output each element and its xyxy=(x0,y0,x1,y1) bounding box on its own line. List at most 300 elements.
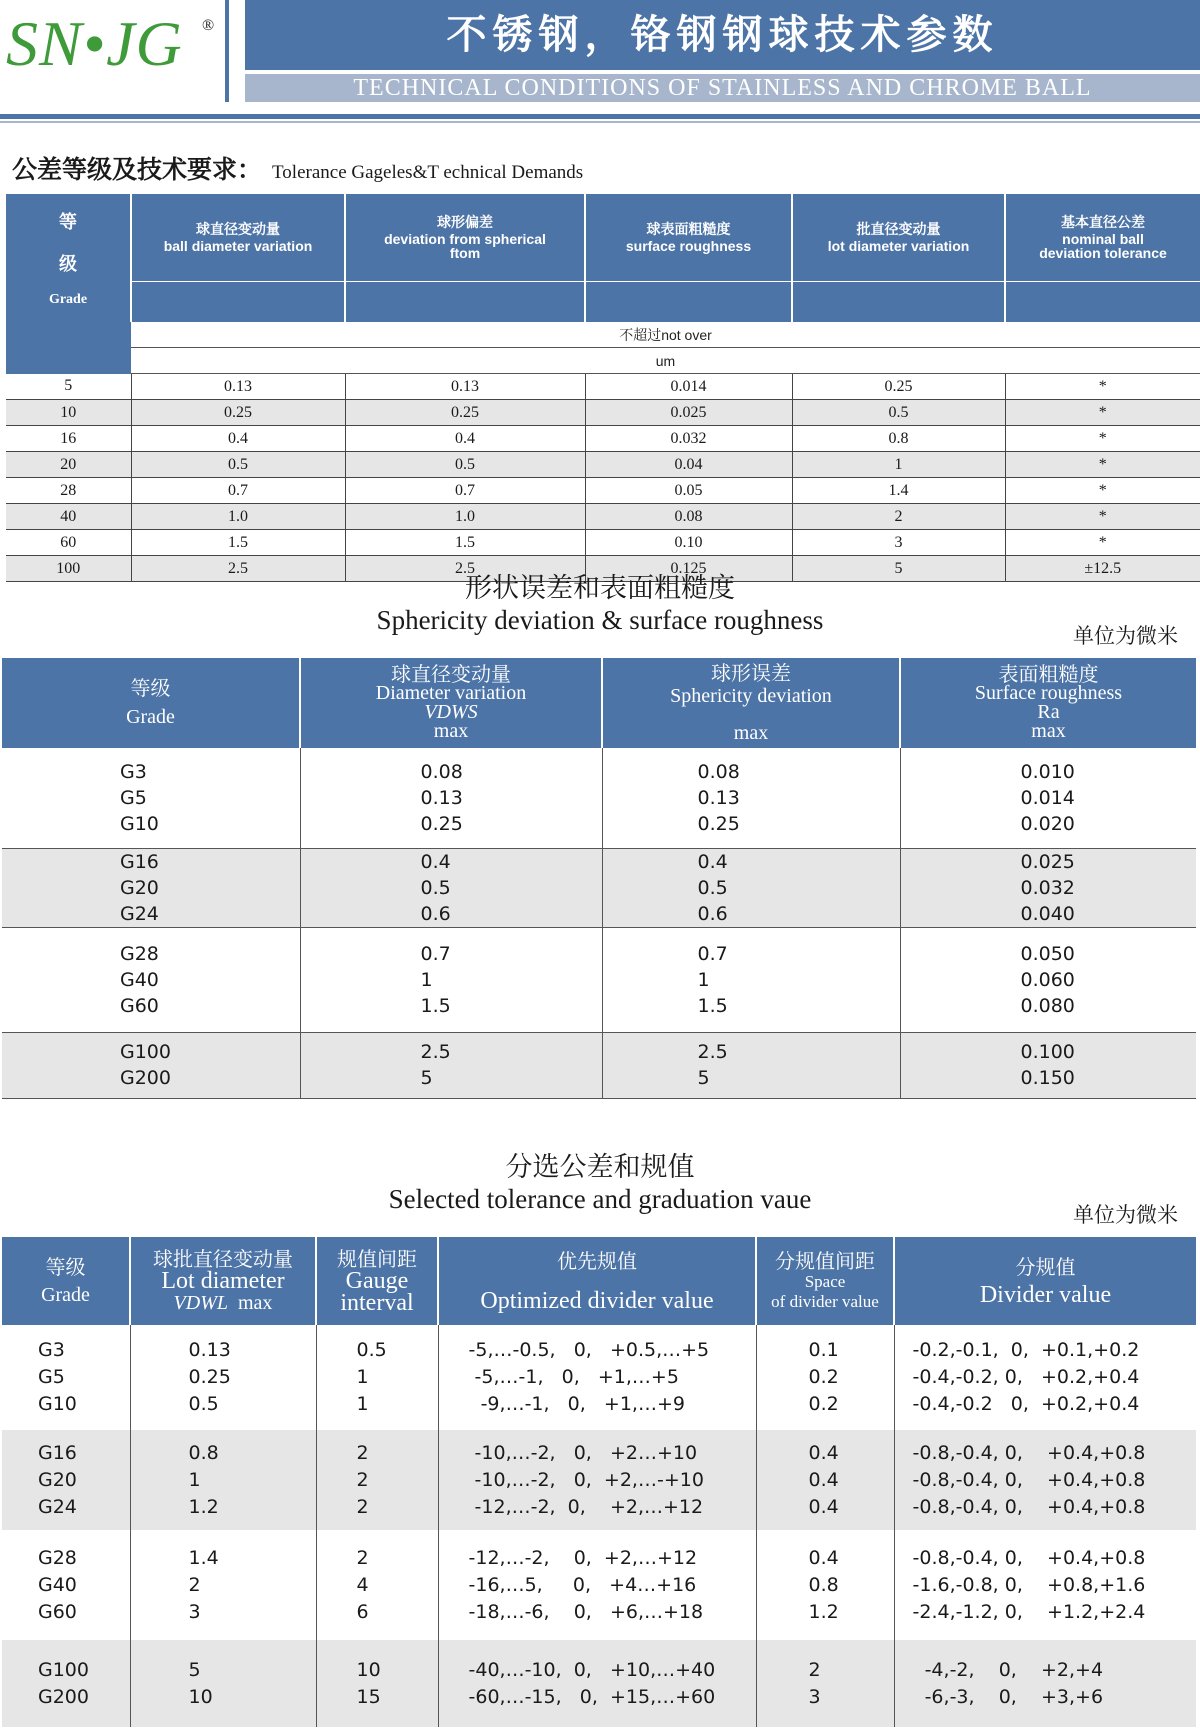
cell-line: 0.4 xyxy=(808,1468,839,1491)
table-row-group xyxy=(2,1430,1196,1530)
table-cell xyxy=(894,1430,1196,1530)
cell-line: -60,…-15, 0, +15,…+60 xyxy=(468,1685,716,1708)
note-en: not over xyxy=(661,326,712,343)
table-cell xyxy=(602,748,900,848)
cell-line: 0.13 xyxy=(420,786,463,809)
col-header xyxy=(131,194,345,282)
table-cell xyxy=(130,1640,316,1727)
table-cell: 0.05 xyxy=(585,478,792,504)
table-cell: 0.10 xyxy=(585,530,792,556)
grade-header-en: Grade xyxy=(41,1284,90,1306)
cell-line: G28 xyxy=(120,942,159,965)
cell-line: 1 xyxy=(188,1468,201,1491)
cell-line: G200 xyxy=(38,1685,89,1708)
table-cell: 0.7 xyxy=(131,478,345,504)
table-row-group xyxy=(2,848,1196,927)
table-cell: 10 xyxy=(6,400,131,426)
lot-header-en: Lot diameter xyxy=(161,1268,285,1294)
space-divider-header xyxy=(756,1237,894,1325)
table-cell: 0.25 xyxy=(345,400,585,426)
sphericity-header xyxy=(602,658,900,748)
table-cell xyxy=(894,1530,1196,1640)
gauge-header-en2: interval xyxy=(340,1290,414,1316)
table-row xyxy=(6,530,1200,556)
brand-logo xyxy=(6,4,221,92)
page-title-cn: 不锈钢，铬钢钢球技术参数 xyxy=(245,0,1200,70)
cell-line: 2 xyxy=(356,1441,369,1464)
col-header-cn: 球形偏差 xyxy=(437,215,493,232)
cell-line: 0.060 xyxy=(1020,968,1075,991)
table-cell xyxy=(438,1640,756,1727)
table-cell: 0.4 xyxy=(131,426,345,452)
table-cell: * xyxy=(1005,478,1200,504)
cell-line: 0.08 xyxy=(697,760,740,783)
cell-line: 2 xyxy=(808,1658,821,1681)
col-header-en: nominal ball deviation tolerance xyxy=(1039,231,1167,262)
table-cell: 0.04 xyxy=(585,452,792,478)
sd-header-en: Sphericity deviation xyxy=(670,684,832,707)
table-row xyxy=(6,478,1200,504)
col-header xyxy=(792,194,1005,282)
cell-line: -10,…-2, 0, +2…+10 xyxy=(468,1441,698,1464)
cell-line: 0.8 xyxy=(808,1573,839,1596)
cell-line: G3 xyxy=(120,760,147,783)
cell-line: 5 xyxy=(188,1658,201,1681)
cell-line: 0.25 xyxy=(188,1366,231,1388)
cell-line: G200 xyxy=(120,1067,171,1089)
section2-title-cn: 形状误差和表面粗糙度 xyxy=(465,573,735,604)
divider-value-header xyxy=(894,1237,1196,1325)
div-header-cn: 分规值 xyxy=(1015,1255,1076,1279)
table-cell: 0.4 xyxy=(345,426,585,452)
cell-line: -16,…5, 0, +4…+16 xyxy=(468,1573,697,1596)
table-cell xyxy=(316,1325,438,1430)
cell-line: 0.8 xyxy=(188,1441,219,1464)
table-cell: 0.5 xyxy=(131,452,345,478)
cell-line: -0.8,-0.4, 0, +0.4,+0.8 xyxy=(912,1468,1146,1491)
optimized-divider-header xyxy=(438,1237,756,1325)
table-cell xyxy=(2,1640,130,1727)
table-cell: 0.13 xyxy=(131,374,345,400)
table-cell xyxy=(602,848,900,927)
table-row xyxy=(6,374,1200,400)
cell-line: 0.7 xyxy=(420,942,451,965)
col-header-en: deviation from spherical ftom xyxy=(384,231,546,262)
cell-line: 15 xyxy=(356,1685,381,1708)
table-cell xyxy=(2,1325,130,1430)
table-row-group xyxy=(2,1640,1196,1727)
cell-line: 1 xyxy=(356,1393,369,1415)
cell-line: G40 xyxy=(38,1573,77,1596)
cell-line: 0.13 xyxy=(188,1339,231,1361)
cell-line: 2 xyxy=(356,1546,369,1569)
table-cell: 5 xyxy=(6,374,131,400)
table-cell: 40 xyxy=(6,504,131,530)
table-cell xyxy=(300,748,602,848)
roughness-header xyxy=(900,658,1196,748)
cell-line: 1 xyxy=(420,968,433,991)
col-header-cn: 球表面粗糙度 xyxy=(646,222,731,239)
cell-line: G20 xyxy=(38,1468,77,1491)
cell-line: 0.1 xyxy=(808,1339,839,1361)
table-cell: 0.25 xyxy=(792,374,1005,400)
cell-line: 6 xyxy=(356,1600,369,1623)
table-cell xyxy=(900,848,1196,927)
grade-header-fill xyxy=(6,348,131,374)
table-cell: 0.5 xyxy=(345,452,585,478)
cell-line: 0.6 xyxy=(420,902,451,925)
table-cell: 0.08 xyxy=(585,504,792,530)
header-rule-thin xyxy=(0,121,1200,123)
cell-line: G24 xyxy=(120,902,159,925)
section3-unit: 单位为微米 xyxy=(1073,1203,1178,1227)
table-cell: * xyxy=(1005,452,1200,478)
table-cell xyxy=(894,1325,1196,1430)
sr-header-max: max xyxy=(1031,720,1066,742)
cell-line: 1.2 xyxy=(188,1495,219,1518)
note-cn: 不超过 xyxy=(619,327,662,344)
grade-header-cn2: 级 xyxy=(59,254,77,275)
table-row-group xyxy=(2,1530,1196,1640)
col-header-cn: 批直径变动量 xyxy=(856,222,941,239)
grade-header-cn: 等级 xyxy=(130,676,171,700)
unit-note: um xyxy=(131,348,1200,374)
table-cell: 2.5 xyxy=(345,556,585,582)
header-blank xyxy=(345,282,585,322)
logo-text: SN•JG xyxy=(6,8,183,79)
col-header xyxy=(345,194,585,282)
grade-header-en: Grade xyxy=(126,706,175,728)
cell-line: -12,…-2, 0, +2,…+12 xyxy=(468,1546,698,1569)
cell-line: 0.4 xyxy=(808,1495,839,1518)
table-cell xyxy=(130,1325,316,1430)
cell-line: G10 xyxy=(38,1393,77,1415)
cell-line: G40 xyxy=(120,968,159,991)
table-cell: 28 xyxy=(6,478,131,504)
cell-line: G60 xyxy=(38,1600,77,1623)
gauge-interval-header xyxy=(316,1237,438,1325)
table-cell xyxy=(130,1530,316,1640)
cell-line: 0.5 xyxy=(188,1393,219,1415)
cell-line: 0.2 xyxy=(808,1366,839,1388)
table-cell: 0.025 xyxy=(585,400,792,426)
table-cell xyxy=(900,1032,1196,1098)
table-cell: 2 xyxy=(792,504,1005,530)
cell-line: -9,…-1, 0, +1,…+9 xyxy=(468,1393,685,1415)
col-header xyxy=(585,194,792,282)
section2-title-en: Sphericity deviation & surface roughness xyxy=(376,605,824,635)
table-cell: 60 xyxy=(6,530,131,556)
dv-header-en: Diameter variation xyxy=(375,682,527,704)
table-cell xyxy=(602,927,900,1032)
dv-header-max: max xyxy=(433,720,469,742)
section3-title-en: Selected tolerance and graduation vaue xyxy=(388,1184,812,1214)
cell-line: 2 xyxy=(188,1573,201,1596)
cell-line: G60 xyxy=(120,994,159,1017)
cell-line: -2.4,-1.2, 0, +1.2,+2.4 xyxy=(912,1600,1146,1623)
table-cell: 5 xyxy=(792,556,1005,582)
cell-line: G100 xyxy=(38,1658,89,1681)
opt-header-en: Optimized divider value xyxy=(480,1288,714,1314)
table-cell: * xyxy=(1005,530,1200,556)
page-title-en: TECHNICAL CONDITIONS OF STAINLESS AND CHROME BALL xyxy=(245,74,1200,102)
cell-line: 0.040 xyxy=(1020,902,1075,925)
table-row xyxy=(6,504,1200,530)
table-cell: * xyxy=(1005,400,1200,426)
table-cell xyxy=(756,1430,894,1530)
cell-line: -6,-3, 0, +3,+6 xyxy=(912,1685,1104,1708)
table-cell xyxy=(894,1640,1196,1727)
cell-line: 0.25 xyxy=(420,812,463,835)
cell-line: 0.13 xyxy=(697,786,740,809)
cell-line: -10,…-2, 0, +2,…-+10 xyxy=(468,1468,704,1491)
table-cell xyxy=(602,1032,900,1098)
cell-line: G20 xyxy=(120,876,159,899)
opt-header-cn: 优先规值 xyxy=(557,1249,637,1273)
cell-line: -5,…-0.5, 0, +0.5,…+5 xyxy=(468,1339,710,1361)
table-cell: 0.125 xyxy=(585,556,792,582)
cell-line: 0.100 xyxy=(1020,1041,1075,1063)
col-header xyxy=(1005,194,1200,282)
cell-line: -0.8,-0.4, 0, +0.4,+0.8 xyxy=(912,1546,1146,1569)
cell-line: 0.7 xyxy=(697,942,728,965)
grade-header-fill xyxy=(6,322,131,348)
sd-header-cn: 球形误差 xyxy=(711,660,791,685)
header-blank xyxy=(131,282,345,322)
cell-line: 4 xyxy=(356,1573,369,1596)
cell-line: 0.150 xyxy=(1020,1067,1075,1089)
table-cell: 20 xyxy=(6,452,131,478)
table-row-group xyxy=(2,927,1196,1032)
gauge-header-en1: Gauge xyxy=(345,1268,409,1294)
header-blank xyxy=(1005,282,1200,322)
col-header-en: lot diameter variation xyxy=(827,238,970,255)
cell-line: -12,…-2, 0, +2,…+12 xyxy=(468,1495,704,1518)
header-blank xyxy=(585,282,792,322)
table-cell: 0.032 xyxy=(585,426,792,452)
table-cell: 0.13 xyxy=(345,374,585,400)
table-cell: * xyxy=(1005,374,1200,400)
cell-line: 2 xyxy=(356,1468,369,1491)
table-cell xyxy=(756,1640,894,1727)
cell-line: -0.4,-0.2 0, +0.2,+0.4 xyxy=(912,1393,1140,1415)
table-cell xyxy=(2,848,300,927)
tolerance-table xyxy=(6,194,1200,582)
grade-header-en: Grade xyxy=(48,292,88,307)
cell-line: 0.4 xyxy=(808,1441,839,1464)
lot-diameter-header xyxy=(130,1237,316,1325)
graduation-table xyxy=(2,1237,1196,1727)
table-cell xyxy=(2,1430,130,1530)
sr-header-symbol: Ra xyxy=(1037,701,1060,723)
table-cell xyxy=(316,1640,438,1727)
dv-header-symbol: VDWS xyxy=(424,701,478,723)
table-row-group xyxy=(2,1325,1196,1430)
cell-line: G16 xyxy=(120,850,159,873)
table-row xyxy=(6,452,1200,478)
table-cell: * xyxy=(1005,504,1200,530)
table-cell: 16 xyxy=(6,426,131,452)
cell-line: G28 xyxy=(38,1546,77,1569)
table-cell xyxy=(300,927,602,1032)
cell-line: 2.5 xyxy=(420,1041,451,1063)
table-row xyxy=(6,426,1200,452)
table-cell: 1.5 xyxy=(345,530,585,556)
registered-mark: ® xyxy=(202,17,216,34)
sr-header-cn: 表面粗糙度 xyxy=(998,662,1099,686)
dv-header-cn: 球直径变动量 xyxy=(391,662,511,686)
table-cell xyxy=(438,1325,756,1430)
table-cell: 1.5 xyxy=(131,530,345,556)
grade-header xyxy=(6,194,131,322)
table-cell: * xyxy=(1005,426,1200,452)
table-cell: ±12.5 xyxy=(1005,556,1200,582)
lot-header-symbol: VDWL xyxy=(173,1292,228,1314)
table-cell xyxy=(2,1032,300,1098)
cell-line: 0.080 xyxy=(1020,994,1075,1017)
table-cell xyxy=(900,748,1196,848)
table-cell: 0.25 xyxy=(131,400,345,426)
section2-unit: 单位为微米 xyxy=(1073,624,1178,648)
cell-line: 0.5 xyxy=(697,876,728,899)
cell-line: -0.4,-0.2, 0, +0.2,+0.4 xyxy=(912,1366,1140,1388)
cell-line: 1.4 xyxy=(188,1546,219,1569)
table-cell xyxy=(316,1430,438,1530)
gauge-header-cn: 规值间距 xyxy=(337,1247,417,1271)
space-header-cn: 分规值间距 xyxy=(775,1249,875,1273)
cell-line: G5 xyxy=(120,786,147,809)
table-cell: 0.7 xyxy=(345,478,585,504)
cell-line: 0.08 xyxy=(420,760,463,783)
table-cell: 3 xyxy=(792,530,1005,556)
cell-line: 10 xyxy=(188,1685,213,1708)
table-cell xyxy=(2,1530,130,1640)
cell-line: 0.4 xyxy=(420,850,451,873)
cell-line: 1 xyxy=(356,1366,369,1388)
header-divider xyxy=(225,0,229,102)
section1-label-en: Tolerance Gageles&T echnical Demands xyxy=(272,162,584,183)
cell-line: 0.010 xyxy=(1020,760,1075,783)
table-cell xyxy=(300,848,602,927)
grade-header xyxy=(2,1237,130,1325)
col-header-cn: 基本直径公差 xyxy=(1061,215,1145,232)
cell-line: 5 xyxy=(697,1067,710,1089)
cell-line: -18,…-6, 0, +6,…+18 xyxy=(468,1600,704,1623)
table-cell: 0.5 xyxy=(792,400,1005,426)
cell-line: 0.020 xyxy=(1020,812,1075,835)
cell-line: 0.050 xyxy=(1020,942,1075,965)
cell-line: 0.032 xyxy=(1020,876,1075,899)
cell-line: -1.6,-0.8, 0, +0.8,+1.6 xyxy=(912,1573,1146,1596)
cell-line: 0.5 xyxy=(356,1339,387,1361)
table-cell xyxy=(316,1530,438,1640)
col-header-cn: 球直径变动量 xyxy=(196,222,280,239)
cell-line: -4,-2, 0, +2,+4 xyxy=(912,1658,1104,1681)
cell-line: 2.5 xyxy=(697,1041,728,1063)
cell-line: G10 xyxy=(120,812,159,835)
cell-line: 3 xyxy=(808,1685,821,1708)
table-cell xyxy=(438,1430,756,1530)
table-cell: 0.8 xyxy=(792,426,1005,452)
col-header-en: surface roughness xyxy=(625,238,752,255)
cell-line: 2 xyxy=(356,1495,369,1518)
table-cell xyxy=(300,1032,602,1098)
table-cell xyxy=(130,1430,316,1530)
header-blank xyxy=(792,282,1005,322)
section2-title xyxy=(0,566,1200,636)
cell-line: 0.014 xyxy=(1020,786,1075,809)
section1-label xyxy=(12,150,583,186)
cell-line: -0.8,-0.4, 0, +0.4,+0.8 xyxy=(912,1495,1146,1518)
cell-line: 10 xyxy=(356,1658,381,1681)
cell-line: 0.025 xyxy=(1020,850,1075,873)
cell-line: G5 xyxy=(38,1366,65,1388)
lot-header-max: max xyxy=(238,1292,273,1314)
sphericity-table xyxy=(2,658,1196,1099)
section3-title xyxy=(0,1145,1200,1215)
cell-line: 1.5 xyxy=(420,994,451,1017)
cell-line: 0.2 xyxy=(808,1393,839,1415)
cell-line: G100 xyxy=(120,1041,171,1063)
space-header-en1: Space xyxy=(804,1272,846,1291)
section1-label-cn: 公差等级及技术要求： xyxy=(12,155,263,184)
cell-line: G3 xyxy=(38,1339,65,1361)
table-cell: 1.0 xyxy=(131,504,345,530)
diameter-variation-header xyxy=(300,658,602,748)
table-row-group xyxy=(2,1032,1196,1098)
sd-header-max: max xyxy=(733,721,769,744)
cell-line: 1.2 xyxy=(808,1600,839,1623)
table-cell: 1.0 xyxy=(345,504,585,530)
col-header-en: ball diameter variation xyxy=(163,238,313,255)
cell-line: -0.2,-0.1, 0, +0.1,+0.2 xyxy=(912,1339,1140,1361)
cell-line: 5 xyxy=(420,1067,433,1089)
cell-line: -5,…-1, 0, +1,…+5 xyxy=(468,1366,679,1388)
cell-line: 0.4 xyxy=(697,850,728,873)
cell-line: 0.4 xyxy=(808,1546,839,1569)
grade-header-cn1: 等 xyxy=(59,212,77,233)
table-cell: 100 xyxy=(6,556,131,582)
table-cell xyxy=(438,1530,756,1640)
table-cell xyxy=(756,1530,894,1640)
table-cell xyxy=(900,927,1196,1032)
cell-line: G24 xyxy=(38,1495,77,1518)
grade-header-cn: 等级 xyxy=(45,1255,86,1279)
table-cell: 0.014 xyxy=(585,374,792,400)
header-rule xyxy=(0,114,1200,119)
div-header-en: Divider value xyxy=(979,1282,1112,1308)
lot-header-cn: 球批直径变动量 xyxy=(153,1247,293,1271)
table-cell: 1 xyxy=(792,452,1005,478)
table-row xyxy=(6,400,1200,426)
cell-line: -0.8,-0.4, 0, +0.4,+0.8 xyxy=(912,1441,1146,1464)
cell-line: -40,…-10, 0, +10,…+40 xyxy=(468,1658,716,1681)
sr-header-en: Surface roughness xyxy=(974,682,1123,704)
table-cell: 2.5 xyxy=(131,556,345,582)
cell-line: 1 xyxy=(697,968,710,991)
table-row-group xyxy=(2,748,1196,848)
table-cell xyxy=(2,927,300,1032)
table-cell xyxy=(2,748,300,848)
table-cell: 1.4 xyxy=(792,478,1005,504)
cell-line: 0.25 xyxy=(697,812,740,835)
space-header-en2: of divider value xyxy=(771,1292,879,1311)
cell-line: 0.5 xyxy=(420,876,451,899)
cell-line: 0.6 xyxy=(697,902,728,925)
cell-line: G16 xyxy=(38,1441,77,1464)
cell-line: 1.5 xyxy=(697,994,728,1017)
cell-line: 3 xyxy=(188,1600,201,1623)
